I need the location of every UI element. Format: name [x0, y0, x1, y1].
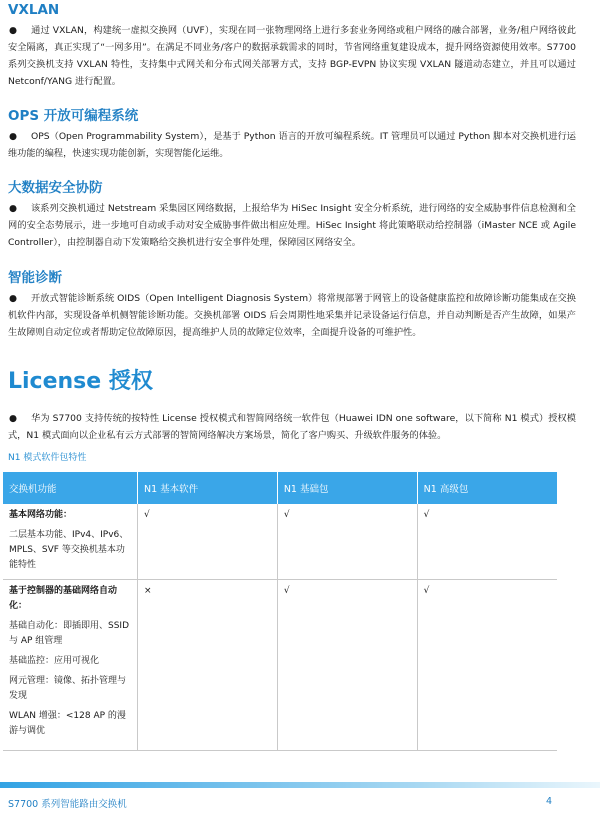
feature-title: 基本网络功能： — [9, 510, 73, 520]
table-cell-mark: √ — [277, 580, 417, 751]
table-cell-feature — [3, 580, 138, 751]
bullet-icon: ● — [9, 413, 18, 424]
section-title-intelligent-diagnosis: 智能诊断 — [8, 270, 62, 286]
feature-title: 基于控制器的基础网络自动化： — [9, 586, 118, 611]
section-text-ops: OPS（Open Programmability System），是基于 Python 语言的开放可编程系统。IT 管理员可以通过 Python 脚本对交换机进行运维功能的编程，快速实现功能创新，实现智能化运维。 — [8, 131, 576, 159]
page-number: 4 — [546, 796, 553, 807]
section-paragraph-ops — [8, 128, 576, 162]
license-text: 华为 S7700 支持传统的按特性 License 授权模式和智简网络统一软件包（Huawei IDN one software，以下简称 N1 模式）授权模式，N1 模式面向以企业私有云方式部署的智简网络解决方案场景，简化了客户购买、升级软件服务的体验。 — [8, 413, 576, 441]
section-title-ops: OPS 开放可编程系统 — [8, 108, 139, 124]
feature-detail: WLAN 增强：<128 AP 的漫游与调优 — [9, 711, 126, 736]
bullet-icon: ● — [9, 25, 18, 36]
bullet-icon: ● — [9, 131, 18, 142]
table-cell-feature — [3, 504, 138, 580]
section-title-bigdata-security: 大数据安全协防 — [8, 180, 103, 196]
table-header-cell: N1 高级包 — [417, 472, 557, 504]
table-cell-mark: √ — [277, 504, 417, 580]
license-title: License 授权 — [8, 369, 153, 394]
footer-product-name: S7700 系列智能路由交换机 — [8, 799, 127, 810]
table-cell-mark: √ — [138, 504, 278, 580]
n1-feature-table — [3, 472, 557, 751]
section-paragraph-intelligent-diagnosis — [8, 290, 576, 341]
section-text-vxlan: 通过 VXLAN，构建统一虚拟交换网（UVF），实现在同一张物理网络上进行多套业务网络或租户网络的融合部署，业务/租户网络彼此安全隔离，真正实现了“一网多用”。在满足不同业务/客户的数据承载需求的同时，节省网络重复建设成本，提升网络资源使用效率。S7700 系列交换机支持 VXLAN 特性，支持集中式网关和分布式网关部署方式，支持 BGP-EVPN 协议实现 VXLAN 隧道动态建立，并且可以通过 Netconf/YANG 进行配置。 — [8, 25, 576, 87]
bullet-icon: ● — [9, 293, 18, 304]
feature-detail: 网元管理：镜像、拓扑管理与发现 — [9, 676, 127, 701]
table-cell-mark: × — [138, 580, 278, 751]
section-text-bigdata-security: 该系列交换机通过 Netstream 采集园区网络数据，上报给华为 HiSec Insight 安全分析系统，进行网络的安全威胁事件信息检测和全网的安全态势展示，进一步地可自动或手动对安全威胁事件做出相应处理。HiSec Insight 将此策略联动给控制器（iMaster NCE 或 Agile Controller），由控制器自动下发策略给交换机进行安全事件处理，保障园区网络安全。 — [8, 203, 576, 248]
license-paragraph — [8, 410, 576, 444]
bullet-icon: ● — [9, 203, 18, 214]
table-header-cell: 交换机功能 — [3, 472, 138, 504]
table-header-cell: N1 基本软件 — [138, 472, 278, 504]
table-caption: N1 模式软件包特性 — [8, 453, 87, 463]
table-header-cell: N1 基础包 — [277, 472, 417, 504]
table-cell-mark: √ — [417, 580, 557, 751]
feature-detail: 基础自动化：即插即用、SSID 与 AP 组管理 — [9, 621, 130, 646]
table-cell-mark: √ — [417, 504, 557, 580]
section-title-vxlan: VXLAN — [8, 2, 60, 18]
feature-detail: 二层基本功能、IPv4、IPv6、MPLS、SVF 等交换机基本功能特性 — [9, 530, 129, 570]
table-row — [3, 504, 557, 580]
table-header-row — [3, 472, 557, 504]
table-row — [3, 580, 557, 751]
section-paragraph-bigdata-security — [8, 200, 576, 251]
footer-gradient-bar — [0, 782, 600, 788]
section-paragraph-vxlan — [8, 22, 576, 90]
feature-detail: 基础监控：应用可视化 — [9, 656, 100, 666]
section-text-intelligent-diagnosis: 开放式智能诊断系统 OIDS（Open Intelligent Diagnosis System）将常规部署于网管上的设备健康监控和故障诊断功能集成在交换机软件内部，实现设备单机侧智能诊断功能。交换机部署 OIDS 后会周期性地采集并记录设备运行信息，并自动判断是否产生故障，如果产生故障则自动定位或者帮助定位故障原因，提高维护人员的故障定位效率，全面提升设备的可维护性。 — [8, 293, 576, 338]
